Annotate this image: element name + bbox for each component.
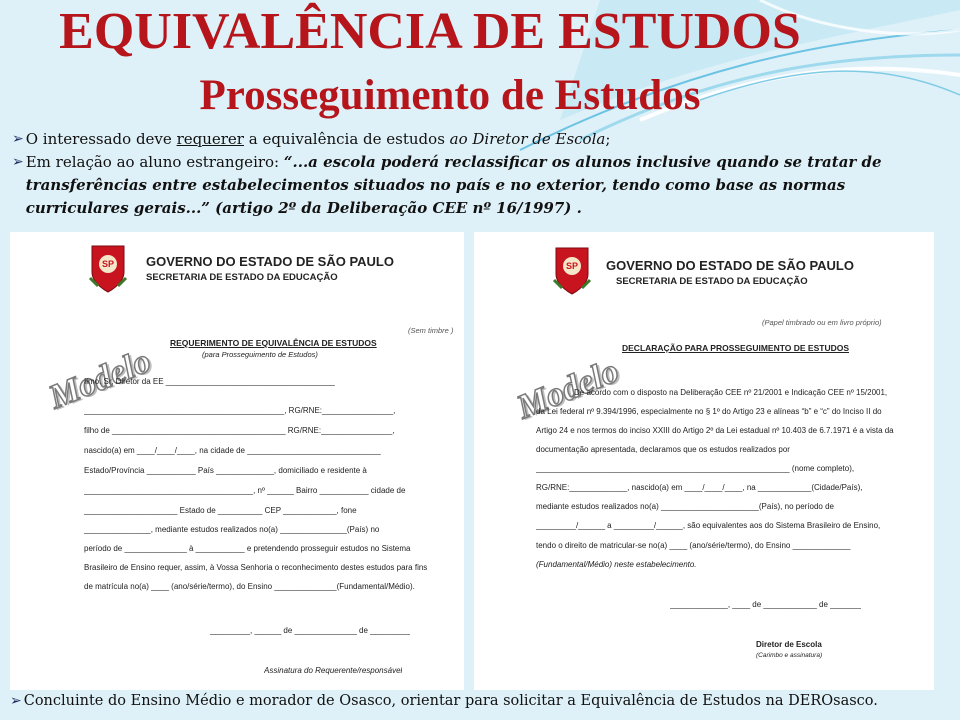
page-subtitle: Prosseguimento de Estudos — [199, 72, 701, 119]
signature-label: Diretor de Escola — [756, 640, 822, 649]
footer-bullet — [10, 690, 955, 712]
form-line: nascido(a) em ____/____/____, na cidade de ______________________________ — [84, 446, 381, 455]
bullet-text-part: ; — [605, 130, 611, 148]
form-line: _____________, ____ de ____________ de _______ — [670, 600, 862, 609]
bullet-arrow-icon: ➢ — [10, 693, 22, 709]
form-line: Estado/Província ___________ País _____________, domiciliado e residente à — [84, 466, 367, 475]
secretaria-header: SECRETARIA DE ESTADO DA EDUCAÇÃO — [146, 272, 338, 283]
form-line: documentação apresentada, declaramos que os estudos realizados por — [536, 445, 790, 454]
declaracao-document-image — [474, 232, 934, 690]
form-line: _________, ______ de ______________ de _________ — [210, 626, 411, 635]
signature-label: Assinatura do Requerente/responsável — [264, 666, 403, 675]
form-line: tendo o direito de matricular-se no(a) ____ (ano/série/termo), do Ensino _____________ — [536, 541, 851, 550]
requerimento-document-image — [10, 232, 464, 690]
bullet-text-part: a equivalência de estudos — [243, 130, 450, 148]
form-line: RG/RNE:_____________, nascido(a) em ____/____/____, na ____________(Cidade/País), — [536, 483, 863, 492]
bullet-arrow-icon: ➢ — [12, 131, 24, 147]
form-line: De acordo com o disposto na Deliberação CEE nº 21/2001 e Indicação CEE nº 15/2001, — [574, 388, 888, 397]
bullet-text-part: Em relação ao aluno estrangeiro: — [25, 153, 284, 171]
bullet-arrow-icon: ➢ — [12, 154, 24, 170]
form-line: filho de _______________________________________ RG/RNE:________________, — [84, 426, 395, 435]
form-line: _________/______ a _________/______, são equivalentes aos do Sistema Brasileiro de Ensino, — [536, 521, 881, 530]
form-line: _____________________________________________, RG/RNE:________________, — [84, 406, 396, 415]
form-line: Ilmo. Sr. Diretor da EE ______________________________________ — [84, 377, 335, 386]
form-line: (Fundamental/Médio) neste estabelecimento. — [536, 560, 697, 569]
bullet-text — [26, 128, 611, 151]
sp-crest-icon — [552, 244, 592, 296]
gov-header: GOVERNO DO ESTADO DE SÃO PAULO — [606, 258, 854, 273]
bullet-item — [12, 128, 942, 151]
bullet-underlined-word: requerer — [176, 130, 244, 148]
secretaria-header: SECRETARIA DE ESTADO DA EDUCAÇÃO — [616, 276, 808, 287]
form-line: _____________________ Estado de __________ CEP ____________, fone — [84, 506, 357, 515]
gov-header: GOVERNO DO ESTADO DE SÃO PAULO — [146, 254, 394, 269]
watermark-modelo: Modelo — [512, 352, 624, 427]
svg-text:SP: SP — [565, 261, 579, 271]
form-line: da Lei federal nº 9.394/1996, especialmente no § 1º do Artigo 23 e alíneas “b” e “c” do Inciso II do — [536, 407, 882, 416]
doc-subtitle: (para Prosseguimento de Estudos) — [202, 350, 318, 359]
form-line: _________________________________________________________ (nome completo), — [536, 464, 855, 473]
bullet-text — [26, 151, 942, 220]
bullet-italic-text: ao Diretor de Escola — [449, 130, 606, 148]
form-line: Brasileiro de Ensino requer, assim, à Vossa Senhoria o reconhecimento destes estudos para fins — [84, 563, 428, 572]
form-line: mediante estudos realizados no(a) ______________________(País), no período de — [536, 502, 834, 511]
form-line: de matrícula no(a) ____ (ano/série/termo), do Ensino ______________(Fundamental/Médio). — [84, 582, 415, 591]
form-line: ______________________________________, nº ______ Bairro ___________ cidade de — [84, 486, 406, 495]
svg-text:SP: SP — [101, 259, 115, 269]
watermark-modelo: Modelo — [44, 342, 156, 417]
bullet-quote: “...a escola poderá reclassificar os alunos inclusive quando se tratar de transferências entre estabelecimentos situados no país e no exterior, tendo como base as normas curriculares gerais...” — [25, 153, 882, 217]
form-line: período de ______________ à ___________ e pretendendo prosseguir estudos no Sistema — [84, 544, 411, 553]
form-line: _______________, mediante estudos realizados no(a) _______________(País) no — [84, 525, 380, 534]
bullet-list — [12, 128, 942, 220]
bullet-reference: (artigo 2º da Deliberação CEE nº 16/1997) . — [209, 199, 582, 217]
doc-note: (Sem timbre ) — [408, 326, 454, 335]
bullet-item — [12, 151, 942, 220]
signature-sublabel: (Carimbo e assinatura) — [756, 652, 823, 659]
doc-title: REQUERIMENTO DE EQUIVALÊNCIA DE ESTUDOS — [170, 338, 377, 348]
footer-text: Concluinte do Ensino Médio e morador de Osasco, orientar para solicitar a Equivalência de Estudos na DEROsasco. — [23, 693, 878, 709]
doc-note: (Papel timbrado ou em livro próprio) — [762, 318, 882, 327]
form-line: Artigo 24 e nos termos do inciso XXIII do Artigo 2º da Lei estadual nº 10.403 de 6.7.1971 é a vista da — [536, 426, 894, 435]
doc-title: DECLARAÇÃO PARA PROSSEGUIMENTO DE ESTUDOS — [622, 343, 850, 353]
bullet-text-part: O interessado deve — [25, 130, 177, 148]
page-title: EQUIVALÊNCIA DE ESTUDOS — [59, 3, 801, 60]
sp-crest-icon — [88, 242, 128, 294]
